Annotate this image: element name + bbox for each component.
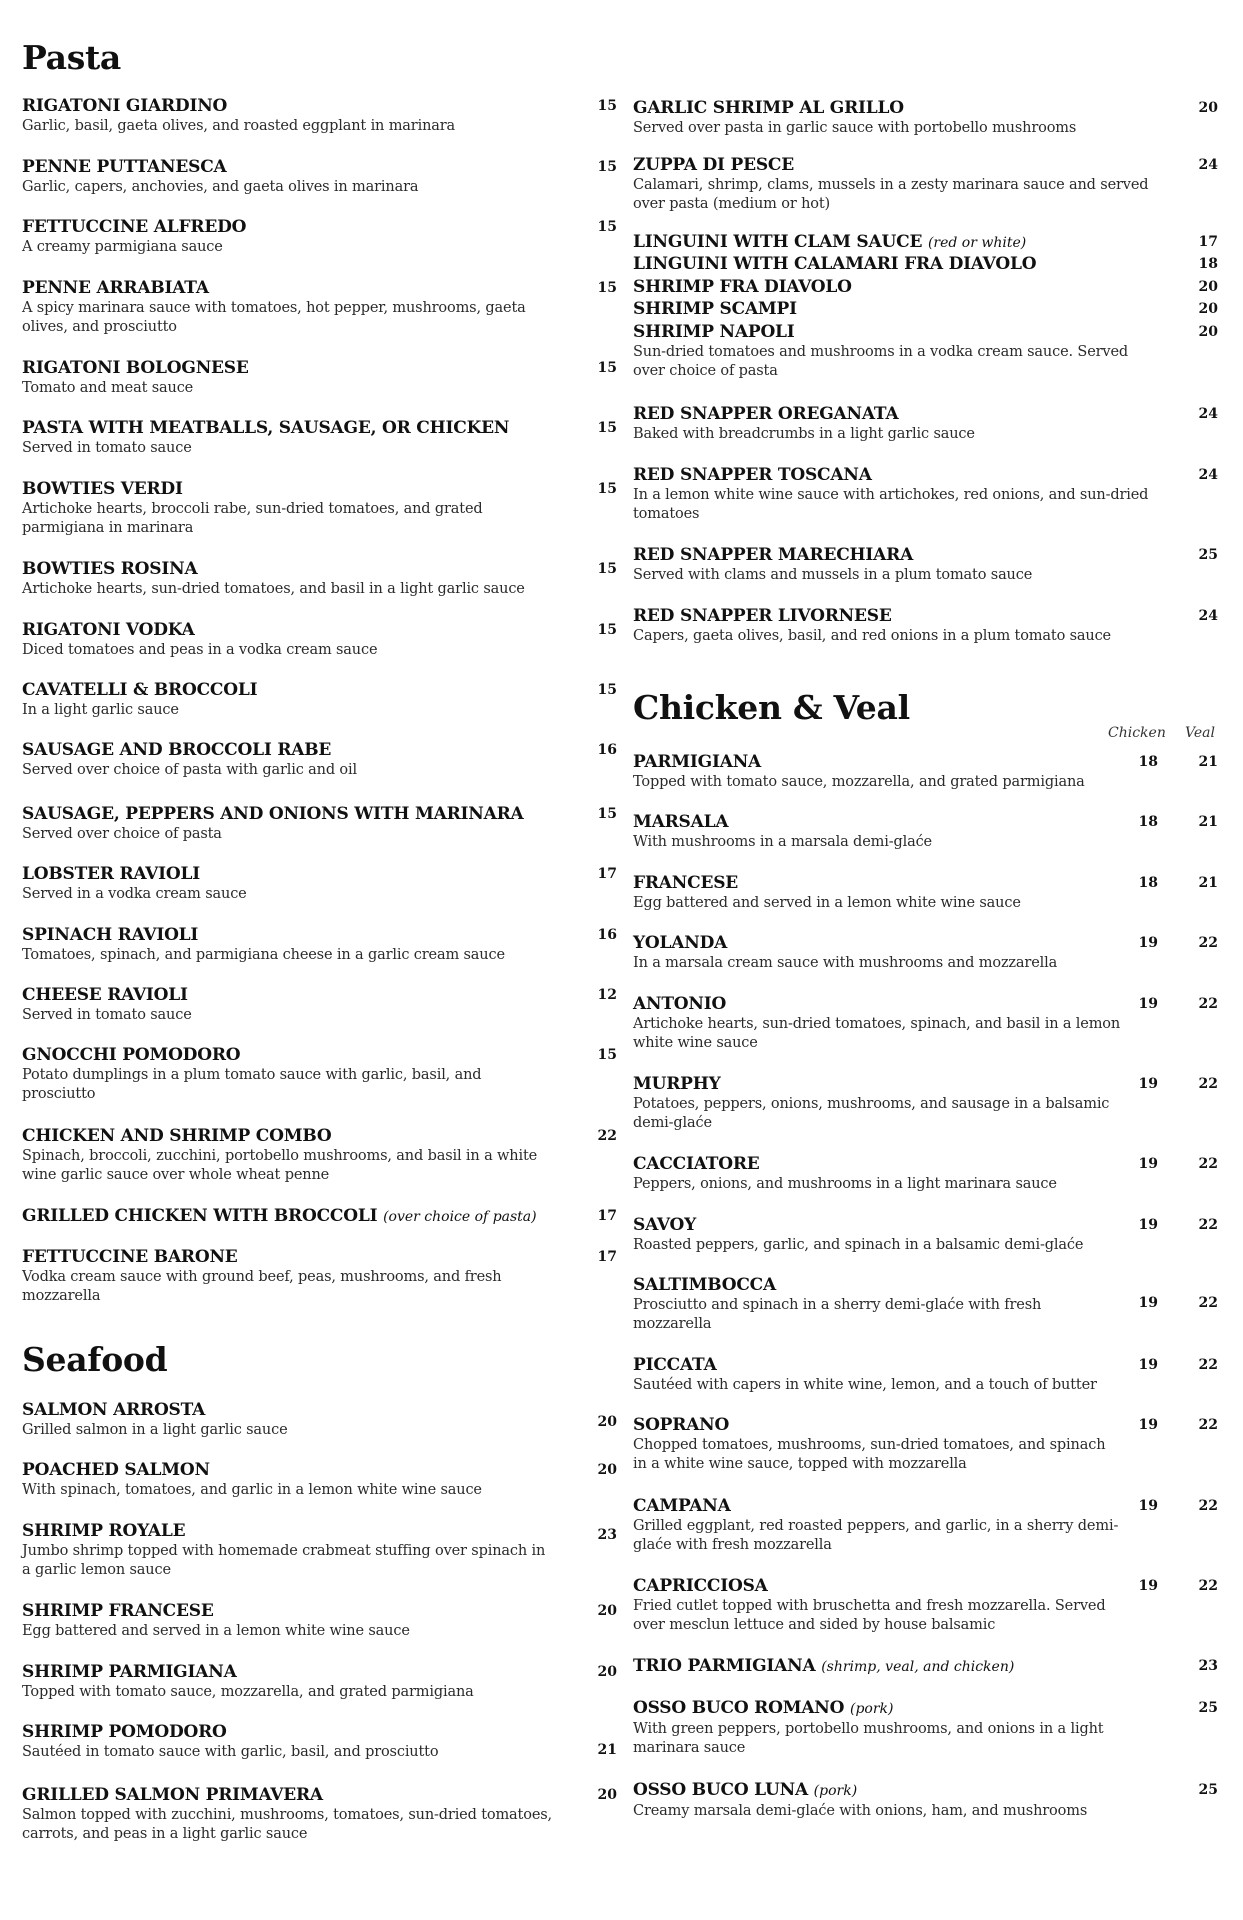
chicken-price: 19	[1138, 1295, 1158, 1311]
item-price: 20	[1198, 324, 1218, 340]
item-price: 15	[597, 622, 617, 638]
item-name	[22, 740, 602, 761]
item-description: Served with clams and mussels in a plum tomato sauce	[633, 567, 1033, 583]
item-name-text: CAMPANA	[633, 1496, 731, 1516]
item-price: 21	[597, 1742, 617, 1758]
item-name-text: CACCIATORE	[633, 1154, 760, 1174]
item-price: 23	[597, 1527, 617, 1543]
item-price: 20	[597, 1603, 617, 1619]
chicken-veal-item	[633, 1154, 1218, 1194]
item-name-text: PENNE ARRABIATA	[22, 278, 209, 298]
item-name	[22, 1460, 602, 1481]
item-description: Tomato and meat sauce	[22, 380, 194, 396]
item-name-text: RED SNAPPER OREGANATA	[633, 404, 899, 424]
item-name-text: CHICKEN AND SHRIMP COMBO	[22, 1126, 332, 1146]
item-name	[22, 217, 602, 238]
item-name-text: SHRIMP NAPOLI	[633, 322, 795, 342]
item-name	[633, 232, 1205, 254]
item-name	[22, 559, 602, 580]
veal-price: 22	[1198, 935, 1218, 951]
item-price: 15	[597, 98, 617, 114]
item-name-text: RED SNAPPER LIVORNESE	[633, 606, 892, 626]
item-description: Served over pasta in garlic sauce with portobello mushrooms	[633, 120, 1077, 136]
pasta-item	[22, 479, 617, 538]
item-name-text: RIGATONI BOLOGNESE	[22, 358, 249, 378]
item-name-text: PARMIGIANA	[633, 752, 762, 772]
chicken-veal-item	[633, 1780, 1218, 1821]
item-name	[22, 278, 602, 299]
item-description: Creamy marsala demi-glaće with onions, ham, and mushrooms	[633, 1803, 1088, 1819]
item-name-text: FETTUCCINE ALFREDO	[22, 217, 247, 237]
item-name-text: SAUSAGE AND BROCCOLI RABE	[22, 740, 332, 760]
item-name	[22, 925, 602, 946]
item-name-text: SAUSAGE, PEPPERS AND ONIONS WITH MARINARA	[22, 804, 524, 824]
item-name	[22, 1785, 602, 1806]
chicken-price: 19	[1138, 1156, 1158, 1172]
chicken-veal-item	[633, 812, 1218, 852]
item-description: Potatoes, peppers, onions, mushrooms, and sausage in a balsamic demi-glaće	[633, 1096, 1110, 1131]
item-description: With green peppers, portobello mushrooms, and onions in a light marinara sauce	[633, 1721, 1104, 1756]
chicken-price: 19	[1138, 1498, 1158, 1514]
pasta-item	[22, 925, 617, 965]
chicken-veal-item	[633, 1415, 1218, 1474]
item-price: 15	[597, 420, 617, 436]
item-description: Artichoke hearts, sun-dried tomatoes, spinach, and basil in a lemon white wine sauce	[633, 1016, 1121, 1051]
item-name	[22, 1662, 602, 1683]
pasta-heading: Pasta	[22, 38, 122, 77]
item-name	[22, 1126, 602, 1147]
item-price: 17	[597, 1208, 617, 1224]
item-name-text: YOLANDA	[633, 933, 728, 953]
item-name-text: GRILLED CHICKEN WITH BROCCOLI	[22, 1206, 378, 1226]
seafood-item	[633, 98, 1218, 138]
item-description: Calamari, shrimp, clams, mussels in a zesty marinara sauce and served over pasta (medium or hot)	[633, 177, 1149, 212]
pasta-item	[22, 418, 617, 458]
item-name-text: SHRIMP FRA DIAVOLO	[633, 277, 852, 297]
item-name-text: OSSO BUCO ROMANO	[633, 1698, 845, 1718]
item-description: Artichoke hearts, sun-dried tomatoes, and basil in a light garlic sauce	[22, 581, 525, 597]
item-price: 15	[597, 481, 617, 497]
seafood-item	[22, 1601, 617, 1641]
pasta-item	[22, 804, 617, 844]
chicken-price: 18	[1138, 814, 1158, 830]
item-name	[633, 1656, 1205, 1678]
pasta-item	[22, 559, 617, 599]
item-price: 20	[597, 1414, 617, 1430]
chicken-veal-item	[633, 933, 1218, 973]
chicken-veal-heading: Chicken & Veal	[633, 688, 910, 727]
item-description: Tomatoes, spinach, and parmigiana cheese in a garlic cream sauce	[22, 947, 505, 963]
item-name	[22, 864, 602, 885]
item-name	[22, 680, 602, 701]
item-price: 15	[597, 561, 617, 577]
chicken-veal-item	[633, 1215, 1218, 1255]
seafood-item	[633, 254, 1218, 275]
item-price: 20	[597, 1664, 617, 1680]
item-name-text: LOBSTER RAVIOLI	[22, 864, 200, 884]
item-price: 15	[597, 280, 617, 296]
chicken-veal-item	[633, 1656, 1218, 1678]
chicken-veal-item	[633, 994, 1218, 1053]
item-name	[22, 96, 602, 117]
item-name-text: GRILLED SALMON PRIMAVERA	[22, 1785, 323, 1805]
item-description: Fried cutlet topped with bruschetta and fresh mozzarella. Served over mesclun lettuce and sided by house balsamic	[633, 1598, 1106, 1633]
item-description: Grilled eggplant, red roasted peppers, and garlic, in a sherry demi-glaće with fresh mozzarella	[633, 1518, 1119, 1553]
item-description: Potato dumplings in a plum tomato sauce with garlic, basil, and prosciutto	[22, 1067, 482, 1102]
seafood-item	[633, 465, 1218, 524]
item-description: Served in tomato sauce	[22, 440, 192, 456]
item-name	[22, 620, 602, 641]
veal-price: 21	[1198, 754, 1218, 770]
seafood-item	[633, 606, 1218, 646]
item-name-text: MURPHY	[633, 1074, 721, 1094]
item-name	[22, 418, 602, 439]
item-name	[633, 299, 1205, 320]
seafood-item	[633, 155, 1218, 214]
seafood-heading: Seafood	[22, 1340, 168, 1379]
item-price: 20	[1198, 301, 1218, 317]
item-price: 15	[597, 360, 617, 376]
item-price: 18	[1198, 256, 1218, 272]
item-name	[22, 804, 602, 825]
item-price: 24	[1198, 157, 1218, 173]
item-name	[633, 545, 1205, 566]
seafood-item	[22, 1662, 617, 1702]
item-name	[22, 479, 602, 500]
seafood-item	[633, 277, 1218, 298]
item-description: Served in tomato sauce	[22, 1007, 192, 1023]
pasta-item	[22, 358, 617, 398]
veal-price: 22	[1198, 1217, 1218, 1233]
chicken-veal-item	[633, 1698, 1218, 1758]
seafood-item	[22, 1460, 617, 1500]
veal-price: 22	[1198, 1357, 1218, 1373]
item-name-text: RED SNAPPER TOSCANA	[633, 465, 872, 485]
item-description: A spicy marinara sauce with tomatoes, hot pepper, mushrooms, gaeta olives, and prosciutto	[22, 300, 526, 335]
seafood-item	[633, 232, 1218, 254]
item-name-text: GARLIC SHRIMP AL GRILLO	[633, 98, 904, 118]
chicken-veal-item	[633, 1496, 1218, 1555]
seafood-item	[22, 1785, 617, 1844]
item-name	[22, 1247, 602, 1268]
item-name	[633, 98, 1205, 119]
item-description: In a light garlic sauce	[22, 702, 179, 718]
item-name-text: CAVATELLI & BROCCOLI	[22, 680, 258, 700]
item-description: Sautéed in tomato sauce with garlic, basil, and prosciutto	[22, 1744, 439, 1760]
item-name	[633, 254, 1205, 275]
item-description: Topped with tomato sauce, mozzarella, and grated parmigiana	[22, 1684, 474, 1700]
item-note: (shrimp, veal, and chicken)	[821, 1659, 1015, 1675]
item-name	[22, 1521, 602, 1542]
item-description: With mushrooms in a marsala demi-glaće	[633, 834, 932, 850]
item-name	[22, 358, 602, 379]
item-name-text: OSSO BUCO LUNA	[633, 1780, 808, 1800]
item-description: Served over choice of pasta with garlic and oil	[22, 762, 357, 778]
item-name	[633, 1698, 1205, 1720]
pasta-item	[22, 157, 617, 197]
item-name-text: CAPRICCIOSA	[633, 1576, 768, 1596]
item-description: Grilled salmon in a light garlic sauce	[22, 1422, 288, 1438]
item-name-text: FRANCESE	[633, 873, 739, 893]
chicken-veal-item	[633, 1355, 1218, 1395]
item-price: 15	[597, 682, 617, 698]
item-price: 17	[597, 1249, 617, 1265]
item-description: Prosciutto and spinach in a sherry demi-glaće with fresh mozzarella	[633, 1297, 1042, 1332]
pasta-item	[22, 96, 617, 136]
veal-price: 25	[1198, 1700, 1218, 1716]
item-name	[633, 155, 1205, 176]
veal-price: 22	[1198, 1076, 1218, 1092]
item-price: 24	[1198, 406, 1218, 422]
chicken-price: 19	[1138, 1076, 1158, 1092]
item-price: 17	[597, 866, 617, 882]
item-name	[22, 1206, 602, 1228]
item-description: Spinach, broccoli, zucchini, portobello mushrooms, and basil in a white wine garlic sauce over whole wheat penne	[22, 1148, 538, 1183]
item-name-text: ANTONIO	[633, 994, 727, 1014]
item-price: 22	[597, 1128, 617, 1144]
chicken-column-header: Chicken	[1108, 725, 1166, 741]
item-name-text: RIGATONI GIARDINO	[22, 96, 228, 116]
item-note: (over choice of pasta)	[383, 1209, 537, 1225]
pasta-item	[22, 1045, 617, 1104]
seafood-item	[22, 1400, 617, 1440]
item-name-text: PICCATA	[633, 1355, 717, 1375]
item-name-text: SOPRANO	[633, 1415, 730, 1435]
item-description: Sun-dried tomatoes and mushrooms in a vodka cream sauce. Served over choice of pasta	[633, 344, 1129, 379]
item-name-text: SHRIMP POMODORO	[22, 1722, 227, 1742]
item-name-text: SHRIMP SCAMPI	[633, 299, 797, 319]
item-name-text: FETTUCCINE BARONE	[22, 1247, 238, 1267]
item-name-text: LINGUINI WITH CLAM SAUCE	[633, 232, 923, 252]
item-name	[633, 404, 1205, 425]
veal-price: 22	[1198, 1417, 1218, 1433]
veal-price: 25	[1198, 1782, 1218, 1798]
item-price: 20	[597, 1787, 617, 1803]
item-description: Garlic, basil, gaeta olives, and roasted eggplant in marinara	[22, 118, 456, 134]
item-name	[22, 1400, 602, 1421]
pasta-item	[22, 1206, 617, 1228]
veal-column-header: Veal	[1185, 725, 1215, 741]
item-price: 16	[597, 927, 617, 943]
item-name-text: BOWTIES ROSINA	[22, 559, 198, 579]
item-description: Sautéed with capers in white wine, lemon, and a touch of butter	[633, 1377, 1097, 1393]
seafood-item	[633, 545, 1218, 585]
chicken-veal-item	[633, 1576, 1218, 1635]
item-note: (pork)	[813, 1783, 858, 1799]
item-description: Served over choice of pasta	[22, 826, 222, 842]
item-name-text: CHEESE RAVIOLI	[22, 985, 188, 1005]
veal-price: 21	[1198, 814, 1218, 830]
item-description: Roasted peppers, garlic, and spinach in a balsamic demi-glaće	[633, 1237, 1084, 1253]
item-description: Egg battered and served in a lemon white wine sauce	[22, 1623, 410, 1639]
item-price: 24	[1198, 608, 1218, 624]
item-price: 17	[1198, 234, 1218, 250]
chicken-veal-item	[633, 752, 1218, 792]
seafood-item	[22, 1722, 617, 1762]
item-name-text: SHRIMP ROYALE	[22, 1521, 186, 1541]
item-description: Vodka cream sauce with ground beef, peas, mushrooms, and fresh mozzarella	[22, 1269, 502, 1304]
pasta-item	[22, 278, 617, 337]
item-name	[633, 322, 1205, 343]
item-description: Salmon topped with zucchini, mushrooms, tomatoes, sun-dried tomatoes, carrots, and peas in a light garlic sauce	[22, 1807, 552, 1842]
chicken-price: 19	[1138, 1357, 1158, 1373]
pasta-item	[22, 985, 617, 1025]
item-name	[633, 606, 1205, 627]
item-name	[22, 1722, 602, 1743]
chicken-price: 18	[1138, 754, 1158, 770]
veal-price: 23	[1198, 1658, 1218, 1674]
veal-price: 22	[1198, 1498, 1218, 1514]
seafood-item	[22, 1521, 617, 1580]
pasta-item	[22, 1126, 617, 1185]
pasta-item	[22, 620, 617, 660]
item-name-text: BOWTIES VERDI	[22, 479, 183, 499]
item-description: Egg battered and served in a lemon white wine sauce	[633, 895, 1021, 911]
item-description: In a marsala cream sauce with mushrooms and mozzarella	[633, 955, 1058, 971]
item-name-text: PENNE PUTTANESCA	[22, 157, 227, 177]
item-name	[22, 157, 602, 178]
item-name	[633, 277, 1205, 298]
seafood-item	[633, 299, 1218, 320]
item-price: 16	[597, 742, 617, 758]
pasta-item	[22, 680, 617, 720]
item-description: A creamy parmigiana sauce	[22, 239, 223, 255]
item-name	[22, 1045, 602, 1066]
item-price: 20	[597, 1462, 617, 1478]
item-name-text: TRIO PARMIGIANA	[633, 1656, 816, 1676]
seafood-item	[633, 404, 1218, 444]
item-description: Topped with tomato sauce, mozzarella, and grated parmigiana	[633, 774, 1085, 790]
item-price: 12	[597, 987, 617, 1003]
item-price: 25	[1198, 547, 1218, 563]
item-name-text: RIGATONI VODKA	[22, 620, 195, 640]
item-name-text: GNOCCHI POMODORO	[22, 1045, 241, 1065]
item-note: (red or white)	[927, 235, 1027, 251]
chicken-price: 19	[1138, 935, 1158, 951]
pasta-item	[22, 864, 617, 904]
item-price: 24	[1198, 467, 1218, 483]
item-description: Capers, gaeta olives, basil, and red onions in a plum tomato sauce	[633, 628, 1111, 644]
item-price: 15	[597, 1047, 617, 1063]
item-name	[633, 465, 1205, 486]
chicken-veal-item	[633, 873, 1218, 913]
chicken-veal-item	[633, 1074, 1218, 1133]
item-name-text: SHRIMP PARMIGIANA	[22, 1662, 237, 1682]
item-description: Peppers, onions, and mushrooms in a light marinara sauce	[633, 1176, 1057, 1192]
item-name-text: SPINACH RAVIOLI	[22, 925, 199, 945]
item-description: Diced tomatoes and peas in a vodka cream sauce	[22, 642, 378, 658]
item-description: In a lemon white wine sauce with artichokes, red onions, and sun-dried tomatoes	[633, 487, 1149, 522]
item-price: 15	[597, 159, 617, 175]
item-price: 15	[597, 219, 617, 235]
item-description: Artichoke hearts, broccoli rabe, sun-dried tomatoes, and grated parmigiana in marinara	[22, 501, 483, 536]
seafood-item	[633, 322, 1218, 381]
item-name-text: SALMON ARROSTA	[22, 1400, 206, 1420]
item-price: 20	[1198, 279, 1218, 295]
chicken-price: 19	[1138, 1578, 1158, 1594]
item-name	[633, 1780, 1205, 1802]
item-name-text: SHRIMP FRANCESE	[22, 1601, 214, 1621]
item-name-text: SALTIMBOCCA	[633, 1275, 776, 1295]
chicken-price: 19	[1138, 1217, 1158, 1233]
item-price: 20	[1198, 100, 1218, 116]
chicken-veal-item	[633, 1275, 1218, 1334]
chicken-price: 19	[1138, 996, 1158, 1012]
item-name-text: LINGUINI WITH CALAMARI FRA DIAVOLO	[633, 254, 1037, 274]
item-description: Garlic, capers, anchovies, and gaeta olives in marinara	[22, 179, 419, 195]
item-name-text: PASTA WITH MEATBALLS, SAUSAGE, OR CHICKEN	[22, 418, 510, 438]
item-name-text: MARSALA	[633, 812, 729, 832]
item-name-text: RED SNAPPER MARECHIARA	[633, 545, 914, 565]
veal-price: 22	[1198, 1578, 1218, 1594]
item-description: Served in a vodka cream sauce	[22, 886, 247, 902]
item-description: Jumbo shrimp topped with homemade crabmeat stuffing over spinach in a garlic lemon sauce	[22, 1543, 546, 1578]
item-name	[22, 985, 602, 1006]
chicken-price: 19	[1138, 1417, 1158, 1433]
veal-price: 22	[1198, 1295, 1218, 1311]
item-description: With spinach, tomatoes, and garlic in a lemon white wine sauce	[22, 1482, 482, 1498]
veal-price: 21	[1198, 875, 1218, 891]
item-name-text: POACHED SALMON	[22, 1460, 210, 1480]
chicken-price: 18	[1138, 875, 1158, 891]
item-name-text: ZUPPA DI PESCE	[633, 155, 794, 175]
item-description: Chopped tomatoes, mushrooms, sun-dried tomatoes, and spinach in a white wine sauce, topped with mozzarella	[633, 1437, 1106, 1472]
veal-price: 22	[1198, 1156, 1218, 1172]
pasta-item	[22, 1247, 617, 1306]
item-name-text: SAVOY	[633, 1215, 697, 1235]
item-price: 15	[597, 806, 617, 822]
pasta-item	[22, 740, 617, 780]
pasta-item	[22, 217, 617, 257]
item-name	[22, 1601, 602, 1622]
item-description: Baked with breadcrumbs in a light garlic sauce	[633, 426, 975, 442]
item-note: (pork)	[849, 1701, 894, 1717]
veal-price: 22	[1198, 996, 1218, 1012]
